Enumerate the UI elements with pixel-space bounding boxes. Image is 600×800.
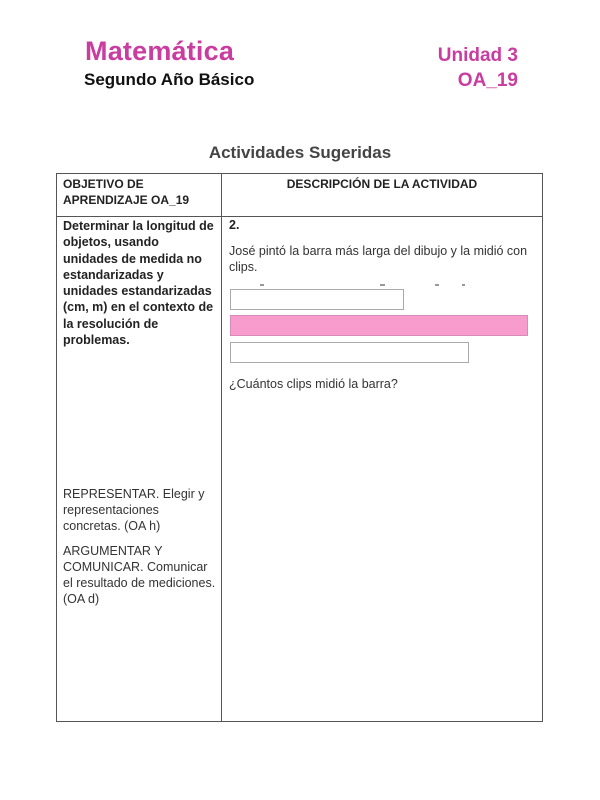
painted-longest-bar	[230, 315, 528, 336]
objective-text: Determinar la longitud de objetos, usando unidades de medida no estandarizadas y unidades estandarizadas (cm, m) en el contexto de la resolución de problemas.	[63, 219, 214, 348]
header-divider	[57, 216, 542, 217]
short-bar	[230, 289, 404, 310]
activity-table	[56, 173, 543, 722]
cropped-text-remnant	[230, 283, 530, 287]
description-column-header: DESCRIPCIÓN DE LA ACTIVIDAD	[286, 177, 478, 191]
subject-title: Matemática	[85, 36, 235, 66]
activity-number: 2.	[229, 218, 240, 232]
skill-argumentar: ARGUMENTAR Y COMUNICAR. Comunicar el resultado de mediciones. (OA d)	[63, 544, 216, 606]
column-divider	[221, 174, 222, 721]
activity-question: ¿Cuántos clips midió la barra?	[229, 377, 398, 391]
objective-column-header: OBJETIVO DE APRENDIZAJE OA_19	[63, 177, 190, 207]
grade-subtitle: Segundo Año Básico	[84, 70, 255, 89]
skill-representar: REPRESENTAR. Elegir y representaciones concretas. (OA h)	[63, 487, 205, 533]
activity-description: José pintó la barra más larga del dibujo y la midió con clips.	[229, 244, 528, 274]
unit-label: Unidad 3	[437, 45, 518, 66]
oa-code: OA_19	[457, 70, 518, 91]
section-title: Actividades Sugeridas	[208, 143, 392, 162]
bars-figure	[222, 279, 542, 369]
medium-bar	[230, 342, 469, 363]
